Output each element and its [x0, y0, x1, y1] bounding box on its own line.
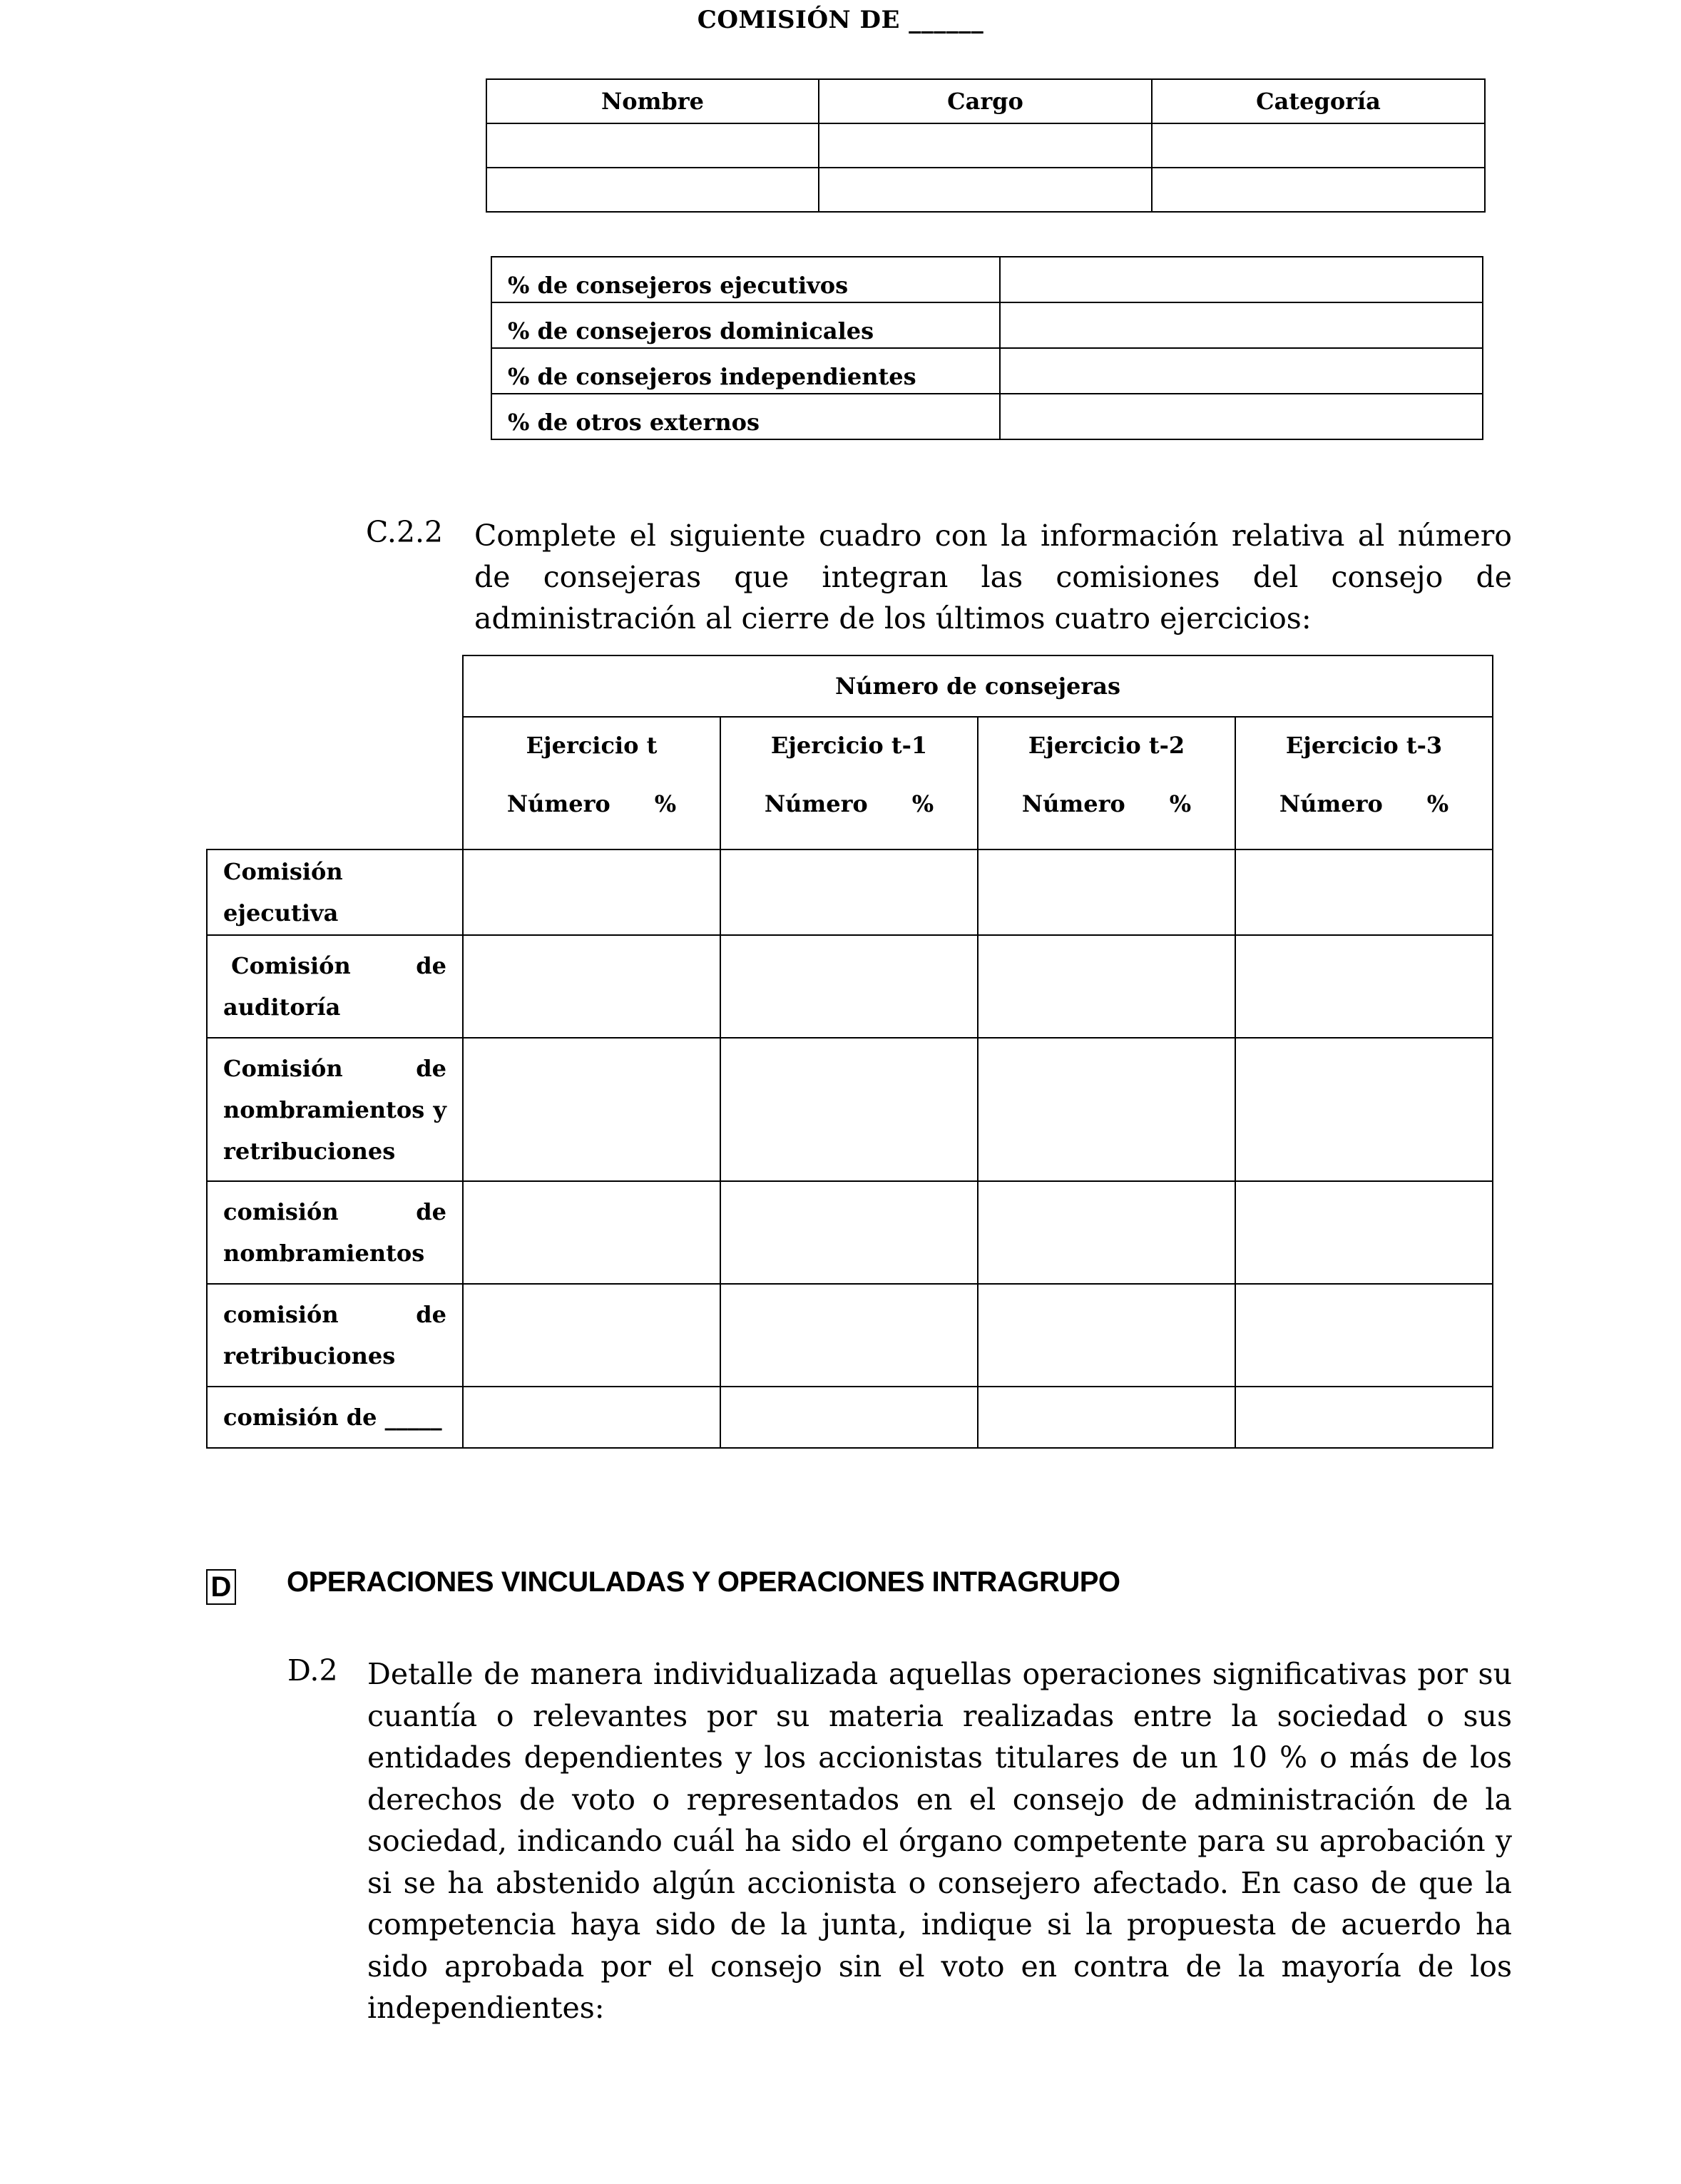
- row-label-comision-ejecutiva: Comisión ejecutiva: [207, 849, 463, 935]
- main-header: Número de consejeras: [463, 655, 1493, 717]
- label-line: comisión de: [223, 1198, 446, 1225]
- table-cell: [1235, 935, 1493, 1038]
- sub-header-numero: Número: [1279, 790, 1383, 817]
- table-cell: [463, 1038, 720, 1181]
- row-label: % de consejeros ejecutivos: [491, 257, 1000, 302]
- table-cell: [486, 168, 819, 212]
- table-cell: [1152, 123, 1485, 168]
- table-cell: [978, 1038, 1235, 1181]
- row-label-comision-otra: comisión de _____: [207, 1387, 463, 1448]
- table-row: [207, 1181, 1493, 1284]
- table-cell: [1235, 849, 1493, 935]
- table-row: [491, 348, 1483, 394]
- column-header-categoria: Categoría: [1152, 79, 1485, 123]
- table-cell: [1235, 1038, 1493, 1181]
- table-row: [207, 935, 1493, 1038]
- table-cell: [819, 168, 1152, 212]
- table-row: [207, 849, 1493, 935]
- committee-members-table: [486, 78, 1486, 213]
- table-header-row: [207, 655, 1493, 717]
- sub-header: [721, 790, 977, 817]
- table-cell: [1000, 348, 1483, 394]
- column-header-cargo: Cargo: [819, 79, 1152, 123]
- director-percentage-table: [491, 256, 1483, 440]
- sub-header-numero: Número: [506, 790, 610, 817]
- year-label: Ejercicio t: [526, 732, 658, 759]
- table-cell: [463, 1181, 720, 1284]
- label-line: retribuciones: [223, 1137, 396, 1165]
- table-cell: [1235, 1284, 1493, 1387]
- year-header-t2: [978, 717, 1235, 849]
- committee-title: COMISIÓN DE ______: [697, 6, 984, 34]
- table-cell: [720, 1181, 978, 1284]
- table-cell: [463, 1387, 720, 1448]
- label-line: comisión de: [223, 1301, 446, 1328]
- row-label-comision-auditoria: [207, 935, 463, 1038]
- label-word: de: [416, 952, 446, 979]
- sub-header-pct: %: [654, 790, 677, 817]
- table-row: [491, 394, 1483, 439]
- table-cell: [1235, 1181, 1493, 1284]
- table-cell: [463, 1284, 720, 1387]
- sub-header-pct: %: [911, 790, 934, 817]
- row-label-comision-nombramientos-retribuciones: [207, 1038, 463, 1181]
- table-row: [207, 1387, 1493, 1448]
- row-label-comision-nombramientos: [207, 1181, 463, 1284]
- sub-header-numero: Número: [764, 790, 868, 817]
- row-label-comision-retribuciones: [207, 1284, 463, 1387]
- table-row: [486, 168, 1485, 212]
- table-cell: [1000, 302, 1483, 348]
- row-label: % de consejeros independientes: [491, 348, 1000, 394]
- table-cell: [1000, 394, 1483, 439]
- table-row: [207, 1038, 1493, 1181]
- section-text-d2: Detalle de manera individualizada aquellas operaciones significativas por su cuantía o relevantes por su materia realizadas entre la sociedad o sus entidades dependientes y los accionistas titulares de un 10 % o más de los derechos de voto o representados en el consejo de administración de la sociedad, indicando cuál ha sido el órgano competente para su aprobación y si se ha abstenido algún accionista o consejero afectado. En caso de que la competencia haya sido de la junta, indique si la propuesta de acuerdo ha sido aprobada por el consejo sin el voto en contra de la mayoría de los independientes:: [367, 1657, 1512, 2025]
- table-cell: [720, 935, 978, 1038]
- table-cell: [720, 1284, 978, 1387]
- section-title-d: OPERACIONES VINCULADAS Y OPERACIONES INTRAGRUPO: [287, 1566, 1120, 1598]
- label-line: retribuciones: [223, 1342, 396, 1369]
- table-row: [491, 257, 1483, 302]
- column-header-nombre: Nombre: [486, 79, 819, 123]
- table-cell: [819, 123, 1152, 168]
- table-cell: [463, 849, 720, 935]
- table-row: [491, 302, 1483, 348]
- table-cell: [978, 1387, 1235, 1448]
- table-cell: [978, 1181, 1235, 1284]
- section-text-c22: Complete el siguiente cuadro con la información relativa al número de consejeras que integran las comisiones del consejo de administración al cierre de los últimos cuatro ejercicios:: [474, 519, 1512, 636]
- table-cell: [1235, 1387, 1493, 1448]
- sub-header: [464, 790, 720, 817]
- label-line: Comisión de: [223, 1054, 446, 1082]
- table-cell: [1152, 168, 1485, 212]
- table-row: [207, 1284, 1493, 1387]
- empty-corner-cell: [207, 717, 463, 849]
- table-cell: [463, 935, 720, 1038]
- table-cell: [720, 849, 978, 935]
- label-line: [223, 945, 446, 986]
- table-cell: [978, 935, 1235, 1038]
- label-line: nombramientos: [223, 1240, 425, 1267]
- label-line: auditoría: [223, 994, 341, 1021]
- section-letter-d: D: [206, 1569, 236, 1605]
- table-cell: [720, 1038, 978, 1181]
- sub-header: [1236, 790, 1492, 817]
- section-number-c22: C.2.2: [366, 515, 444, 549]
- section-number-d2: D.2: [287, 1653, 338, 1688]
- year-label: Ejercicio t-2: [1028, 732, 1185, 759]
- sub-header-numero: Número: [1021, 790, 1125, 817]
- sub-header-pct: %: [1426, 790, 1449, 817]
- sub-header: [979, 790, 1235, 817]
- table-cell: [978, 1284, 1235, 1387]
- label-word: Comisión: [223, 952, 351, 979]
- year-header-t3: [1235, 717, 1493, 849]
- table-cell: [486, 123, 819, 168]
- table-cell: [720, 1387, 978, 1448]
- row-label: % de otros externos: [491, 394, 1000, 439]
- table-header-row: [486, 79, 1485, 123]
- year-label: Ejercicio t-1: [770, 732, 928, 759]
- table-header-row: [207, 717, 1493, 849]
- year-header-t: [463, 717, 720, 849]
- table-cell: [1000, 257, 1483, 302]
- empty-corner-cell: [207, 655, 463, 717]
- sub-header-pct: %: [1169, 790, 1192, 817]
- table-row: [486, 123, 1485, 168]
- label-line: nombramientos y: [223, 1096, 446, 1123]
- year-label: Ejercicio t-3: [1285, 732, 1443, 759]
- row-label: % de consejeros dominicales: [491, 302, 1000, 348]
- female-directors-table: [206, 655, 1493, 1449]
- table-cell: [978, 849, 1235, 935]
- year-header-t1: [720, 717, 978, 849]
